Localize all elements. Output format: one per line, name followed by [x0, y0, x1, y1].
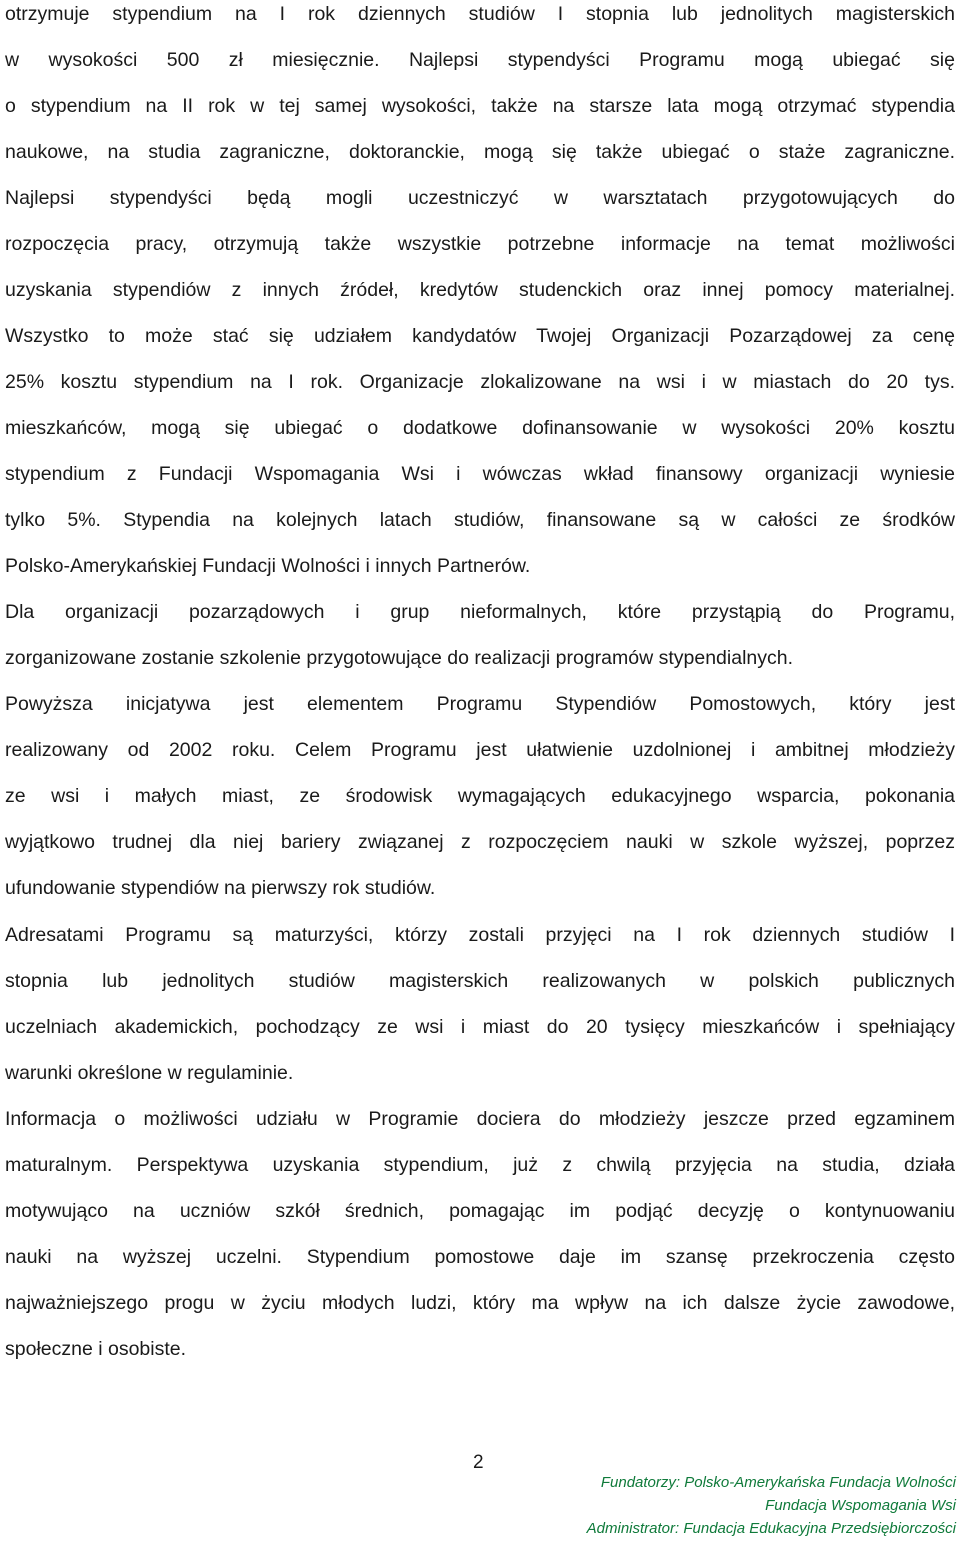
- page-number: 2: [473, 1452, 484, 1473]
- text-line: najważniejszego progu w życiu młodych ludzi, który ma wpływ na ich dalsze życie zawodowe,: [5, 1292, 955, 1314]
- text-line: Informacja o możliwości udziału w Programie dociera do młodzieży jeszcze przed egzaminem: [5, 1108, 955, 1130]
- text-line: Dla organizacji pozarządowych i grup nieformalnych, które przystąpią do Programu,: [5, 601, 955, 623]
- text-line: uczelniach akademickich, pochodzący ze wsi i miast do 20 tysięcy mieszkańców i spełniający: [5, 1016, 955, 1038]
- text-line: w wysokości 500 zł miesięcznie. Najlepsi stypendyści Programu mogą ubiegać się: [5, 49, 955, 71]
- text-line: Polsko-Amerykańskiej Fundacji Wolności i innych Partnerów.: [5, 555, 531, 577]
- footer-administrator: Administrator: Fundacja Edukacyjna Przedsiębiorczości: [586, 1520, 956, 1537]
- text-line: rozpoczęcia pracy, otrzymują także wszystkie potrzebne informacje na temat możliwości: [5, 233, 955, 255]
- text-line: motywująco na uczniów szkół średnich, pomagając im podjąć decyzję o kontynuowaniu: [5, 1200, 955, 1222]
- text-line: warunki określone w regulaminie.: [5, 1062, 294, 1084]
- text-line: wyjątkowo trudnej dla niej bariery związanej z rozpoczęciem nauki w szkole wyższej, poprzez: [5, 831, 955, 853]
- text-line: naukowe, na studia zagraniczne, doktoranckie, mogą się także ubiegać o staże zagraniczne.: [5, 141, 955, 163]
- text-line: uzyskania stypendiów z innych źródeł, kredytów studenckich oraz innej pomocy materialnej.: [5, 279, 955, 301]
- text-line: społeczne i osobiste.: [5, 1338, 187, 1360]
- text-line: ufundowanie stypendiów na pierwszy rok studiów.: [5, 877, 436, 899]
- footer-credits: [587, 1471, 956, 1540]
- text-line: otrzymuje stypendium na I rok dziennych studiów I stopnia lub jednolitych magisterskich: [5, 3, 955, 25]
- text-line: realizowany od 2002 roku. Celem Programu jest ułatwienie uzdolnionej i ambitnej młodzieży: [5, 739, 955, 761]
- text-line: maturalnym. Perspektywa uzyskania stypendium, już z chwilą przyjęcia na studia, działa: [5, 1154, 955, 1176]
- text-line: nauki na wyższej uczelni. Stypendium pomostowe daje im szansę przekroczenia często: [5, 1246, 955, 1268]
- text-line: Powyższa inicjatywa jest elementem Programu Stypendiów Pomostowych, który jest: [5, 693, 955, 715]
- footer-foundation: Fundacja Wspomagania Wsi: [765, 1497, 956, 1514]
- text-line: Najlepsi stypendyści będą mogli uczestniczyć w warsztatach przygotowujących do: [5, 187, 955, 209]
- text-line: Wszystko to może stać się udziałem kandydatów Twojej Organizacji Pozarządowej za cenę: [5, 325, 955, 347]
- text-line: stopnia lub jednolitych studiów magisterskich realizowanych w polskich publicznych: [5, 970, 955, 992]
- text-line: Adresatami Programu są maturzyści, którzy zostali przyjęci na I rok dziennych studiów I: [5, 924, 955, 946]
- text-line: 25% kosztu stypendium na I rok. Organizacje zlokalizowane na wsi i w miastach do 20 tys.: [5, 371, 955, 393]
- text-line: o stypendium na II rok w tej samej wysokości, także na starsze lata mogą otrzymać stypendia: [5, 95, 955, 117]
- text-line: mieszkańców, mogą się ubiegać o dodatkowe dofinansowanie w wysokości 20% kosztu: [5, 417, 955, 439]
- text-line: stypendium z Fundacji Wspomagania Wsi i wówczas wkład finansowy organizacji wyniesie: [5, 463, 955, 485]
- text-line: tylko 5%. Stypendia na kolejnych latach studiów, finansowane są w całości ze środków: [5, 509, 955, 531]
- footer-founders: Fundatorzy: Polsko-Amerykańska Fundacja Wolności: [600, 1474, 956, 1491]
- text-line: zorganizowane zostanie szkolenie przygotowujące do realizacji programów stypendialnych.: [5, 647, 794, 669]
- text-line: ze wsi i małych miast, ze środowisk wymagających edukacyjnego wsparcia, pokonania: [5, 785, 955, 807]
